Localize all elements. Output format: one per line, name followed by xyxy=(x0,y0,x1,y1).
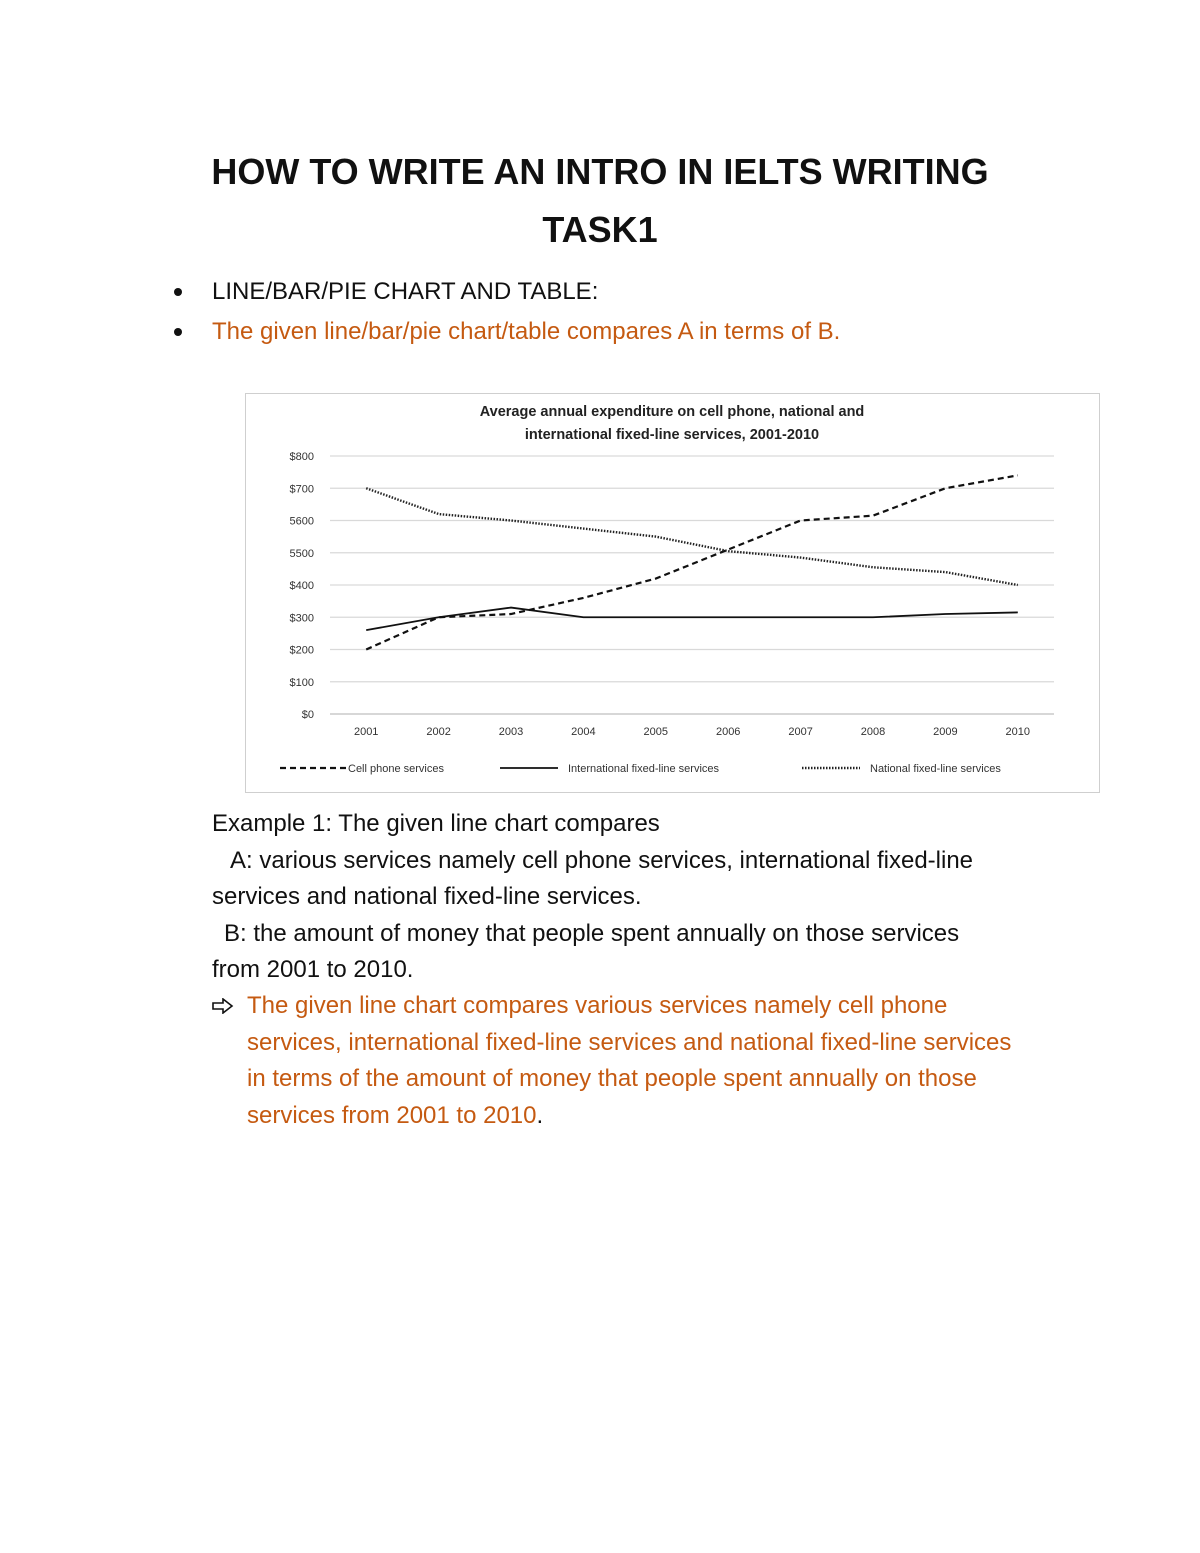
bullet-icon xyxy=(174,328,182,336)
x-tick-label: 2007 xyxy=(788,726,813,738)
x-tick-label: 2003 xyxy=(498,726,524,738)
y-tick-label: 5500 xyxy=(289,547,314,560)
y-tick-label: 5600 xyxy=(289,515,314,528)
page-title-line-1: HOW TO WRITE AN INTRO IN IELTS WRITING xyxy=(211,151,989,192)
series-line-international-fixed-line-services xyxy=(366,608,1018,631)
y-axis-ticks xyxy=(290,451,314,721)
chart-title-line-2: international fixed-line services, 2001-2010 xyxy=(524,427,820,443)
example-b-line-2: from 2001 to 2010. xyxy=(212,956,414,983)
y-tick-label: $400 xyxy=(289,580,314,592)
y-tick-label: $700 xyxy=(289,483,314,496)
x-tick-label: 2002 xyxy=(426,726,451,738)
conclusion-block xyxy=(212,988,1072,1134)
line-chart xyxy=(246,394,1099,792)
conclusion-line-3 xyxy=(247,1061,1072,1098)
x-tick-label: 2006 xyxy=(715,726,741,738)
chart-title-line-1: Average annual expenditure on cell phone, national and xyxy=(479,404,865,420)
conclusion-line-2: services, international fixed-line services and national fixed-line services xyxy=(247,1028,1012,1056)
x-tick-label: 2004 xyxy=(571,726,596,738)
conclusion-line-3-text: in terms of the amount of money that people spent annually on those xyxy=(247,1065,977,1092)
example-a-line-2: services and national fixed-line services. xyxy=(212,883,642,910)
y-tick-label: $0 xyxy=(301,709,314,721)
conclusion-line-4-text: services from 2001 to 2010 xyxy=(247,1101,537,1129)
x-tick-label: 2008 xyxy=(860,726,886,738)
conclusion-line-4 xyxy=(247,1098,1072,1135)
bullet-list xyxy=(172,272,840,352)
y-tick-label: $300 xyxy=(289,612,314,625)
x-axis-ticks xyxy=(354,726,1030,738)
bullet-text: LINE/BAR/PIE CHART AND TABLE: xyxy=(212,278,599,305)
example-b-line-1: B: the amount of money that people spent annually on those services xyxy=(224,919,960,947)
right-arrow-icon xyxy=(212,998,234,1014)
series-line-national-fixed-line-services xyxy=(366,488,1018,585)
bullet-item-template xyxy=(172,312,840,352)
conclusion-period: . xyxy=(536,1101,544,1129)
chart-series xyxy=(366,475,1018,649)
conclusion-line-1: The given line chart compares various services namely cell phone xyxy=(247,992,948,1019)
conclusion-text xyxy=(247,988,1072,1134)
chart-legend xyxy=(280,763,1001,775)
example-heading: Example 1: The given line chart compares xyxy=(212,810,660,837)
x-tick-label: 2005 xyxy=(643,726,669,738)
series-line-cell-phone-services xyxy=(366,475,1018,649)
y-tick-label: $800 xyxy=(289,451,314,463)
bullet-item-chart-types xyxy=(172,272,840,312)
x-tick-label: 2009 xyxy=(933,726,958,738)
bullet-text: The given line/bar/pie chart/table compares A in terms of B. xyxy=(212,318,841,345)
line-chart-figure xyxy=(245,393,1100,793)
legend-label: International fixed-line services xyxy=(568,763,720,775)
y-tick-label: $100 xyxy=(289,676,314,689)
y-tick-label: $200 xyxy=(289,644,314,657)
legend-label: Cell phone services xyxy=(348,763,444,775)
chart-grid xyxy=(330,456,1054,714)
legend-label: National fixed-line services xyxy=(870,763,1001,775)
example-a-line-1: A: various services namely cell phone services, international fixed-line xyxy=(230,846,974,874)
x-tick-label: 2001 xyxy=(353,726,379,738)
example-block xyxy=(212,806,1072,989)
page-title-line-2: TASK1 xyxy=(542,209,658,250)
bullet-icon xyxy=(174,288,182,296)
x-tick-label: 2010 xyxy=(1005,726,1031,738)
